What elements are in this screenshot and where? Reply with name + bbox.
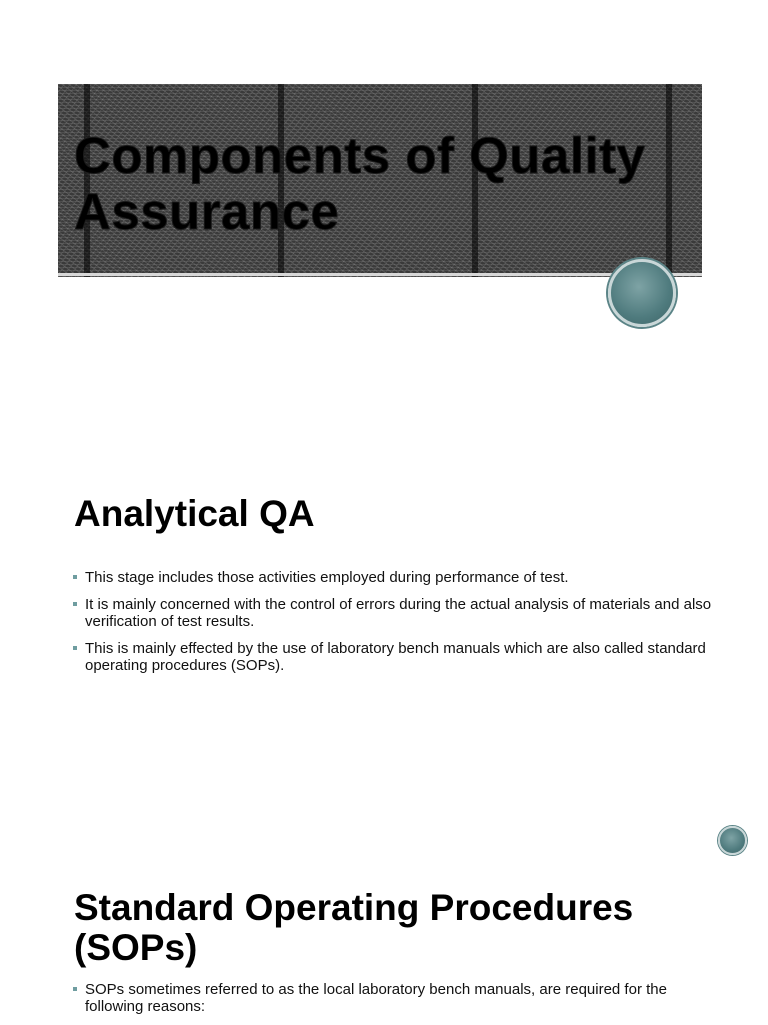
banner-bottom-stripe [58, 273, 702, 276]
circle-badge-icon [608, 259, 676, 327]
bullet-text: This is mainly effected by the use of laboratory bench manuals which are also called standard operating procedures (SOPs). [85, 640, 706, 674]
list-item [73, 981, 713, 1015]
bullet-icon [73, 602, 77, 606]
bullet-list [73, 569, 713, 684]
list-item [73, 640, 713, 674]
slide-heading: Standard Operating Procedures (SOPs) [74, 887, 634, 968]
bullet-text: This stage includes those activities employed during performance of test. [85, 569, 569, 586]
bullet-list [73, 981, 713, 1025]
bullet-text: SOPs sometimes referred to as the local laboratory bench manuals, are required for the following reasons: [85, 981, 667, 1015]
slide-title: Components of Quality Assurance [74, 127, 646, 240]
bullet-icon [73, 646, 77, 650]
slide-heading: Analytical QA [74, 493, 315, 534]
bullet-icon [73, 575, 77, 579]
bullet-icon [73, 987, 77, 991]
bullet-text: It is mainly concerned with the control of errors during the actual analysis of materials and also verification of test results. [85, 596, 712, 630]
list-item [73, 569, 713, 586]
circle-badge-small-icon [718, 826, 747, 855]
list-item [73, 596, 713, 630]
